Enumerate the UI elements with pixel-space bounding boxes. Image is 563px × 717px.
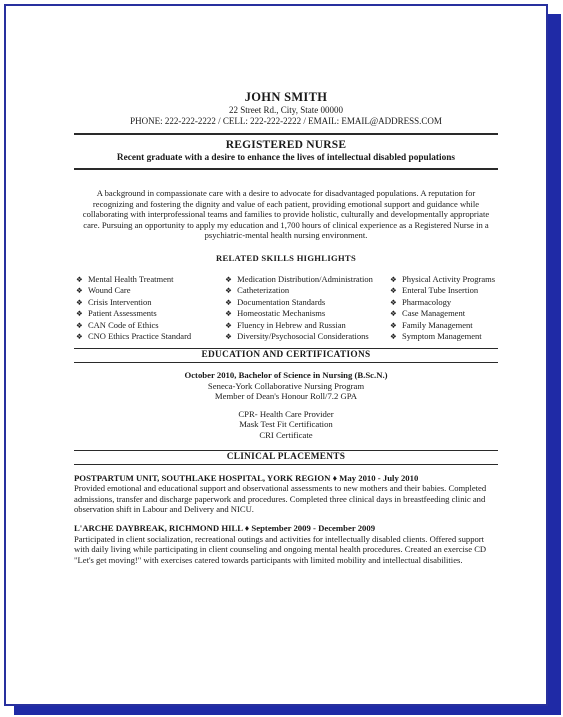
skill-label: CAN Code of Ethics: [88, 319, 159, 330]
diamond-bullet-icon: ❖: [225, 320, 232, 330]
skill-item: [225, 285, 390, 297]
diamond-bullet-icon: ❖: [76, 309, 83, 319]
diamond-bullet-icon: ❖: [76, 297, 83, 307]
skill-label: CNO Ethics Practice Standard: [88, 331, 192, 342]
diamond-bullet-icon: ❖: [76, 332, 83, 342]
placement-description: Participated in client socialization, recreational outings and activities for intellectually disabled clients. Offered support with daily living while participating in client counseling and ongoing mental health procedures. Created an exercise CD "Let's get moving!" with exercises catered towards participants with limited mobility and intellectual disabilities.: [74, 533, 487, 565]
role-title: REGISTERED NURSE: [225, 139, 347, 151]
diamond-bullet-icon: ❖: [225, 297, 232, 307]
diamond-bullet-icon: ❖: [76, 286, 83, 296]
diamond-bullet-icon: ❖: [225, 332, 232, 342]
placement-entry: [74, 523, 498, 565]
skill-label: Crisis Intervention: [88, 296, 152, 307]
placement-description: Provided emotional and educational support and observational assessments to new mothers and their babies. Completed admissions, transfer and discharge paperwork and procedures. Completed three clinical days in breastfeeding clinic and observation shift in Labour and Delivery and NICU.: [74, 483, 487, 515]
skill-label: Fluency in Hebrew and Russian: [237, 319, 346, 330]
diamond-bullet-icon: ❖: [76, 274, 83, 284]
diamond-bullet-icon: ❖: [225, 309, 232, 319]
education-heading: EDUCATION AND CERTIFICATIONS: [74, 348, 498, 363]
resume-content: [74, 88, 498, 565]
diamond-bullet-icon: ❖: [390, 309, 397, 319]
certification-item: Mask Test Fit Certification: [239, 419, 333, 430]
skill-item: [76, 285, 225, 297]
skills-column-3: [390, 274, 498, 344]
skill-label: Family Management: [402, 319, 473, 330]
role-subtitle: Recent graduate with a desire to enhance the lives of intellectual disabled populations: [116, 153, 456, 163]
skill-item: [390, 274, 498, 286]
certification-item: CRI Certificate: [259, 430, 313, 441]
certification-item: CPR- Health Care Provider: [238, 408, 334, 419]
skill-item: [225, 297, 390, 309]
skill-label: Diversity/Psychosocial Considerations: [237, 331, 369, 342]
candidate-contact: PHONE: 222-222-2222 / CELL: 222-222-2222 / EMAIL: EMAIL@ADDRESS.COM: [130, 116, 442, 126]
skill-item: [76, 297, 225, 309]
diamond-bullet-icon: ❖: [390, 286, 397, 296]
honours-line: Member of Dean's Honour Roll/7.2 GPA: [214, 391, 358, 402]
skill-item: [76, 320, 225, 332]
skill-label: Patient Assessments: [88, 308, 157, 319]
skill-item: [390, 285, 498, 297]
diamond-bullet-icon: ❖: [225, 274, 232, 284]
program-line: Seneca-York Collaborative Nursing Program: [207, 380, 365, 391]
skill-item: [76, 274, 225, 286]
skill-item: [390, 320, 498, 332]
skills-grid: [74, 274, 498, 344]
skills-heading: RELATED SKILLS HIGHLIGHTS: [215, 252, 357, 263]
placement-title: POSTPARTUM UNIT, SOUTHLAKE HOSPITAL, YORK REGION ♦ May 2010 - July 2010: [74, 472, 419, 483]
diamond-bullet-icon: ❖: [390, 332, 397, 342]
role-divider: [74, 168, 498, 170]
placement-entry: [74, 473, 498, 515]
skill-item: [225, 331, 390, 343]
diamond-bullet-icon: ❖: [390, 320, 397, 330]
skill-item: [390, 308, 498, 320]
education-block: [74, 370, 498, 402]
skill-item: [225, 308, 390, 320]
candidate-name: JOHN SMITH: [244, 90, 328, 104]
skill-label: Mental Health Treatment: [88, 273, 174, 284]
skill-item: [76, 308, 225, 320]
skill-item: [390, 331, 498, 343]
skill-label: Case Management: [402, 308, 466, 319]
degree-line: October 2010, Bachelor of Science in Nursing (B.Sc.N.): [184, 370, 388, 381]
diamond-bullet-icon: ❖: [390, 297, 397, 307]
skill-item: [225, 320, 390, 332]
skill-label: Documentation Standards: [237, 296, 326, 307]
placements-heading: CLINICAL PLACEMENTS: [74, 450, 498, 465]
professional-summary: A background in compassionate care with a desire to advocate for disadvantaged populations. A reputation for recognizing and fostering the dignity and value of each patient, providing emotional support and guidance while collaborating with interprofessional teams and families to provide holistic, culturally and developmentally appropriate care. Pursuing an opportunity to apply my education and 1,700 hours of clinical experience as a Registered Nurse in a psychiatric-mental health nursing environment.: [82, 188, 490, 240]
skill-item: [390, 297, 498, 309]
skill-item: [225, 274, 390, 286]
diamond-bullet-icon: ❖: [76, 320, 83, 330]
skill-label: Symptom Management: [402, 331, 482, 342]
header-divider: [74, 133, 498, 135]
certifications-block: [74, 409, 498, 441]
skills-column-1: [76, 274, 225, 344]
skill-label: Homeostatic Mechanisms: [237, 308, 326, 319]
diamond-bullet-icon: ❖: [225, 286, 232, 296]
skills-column-2: [225, 274, 390, 344]
skill-label: Medication Distribution/Administration: [237, 273, 373, 284]
diamond-bullet-icon: ❖: [390, 274, 397, 284]
placement-title: L'ARCHE DAYBREAK, RICHMOND HILL ♦ September 2009 - December 2009: [74, 523, 376, 533]
skill-item: [76, 331, 225, 343]
skill-label: Catheterization: [237, 285, 290, 296]
candidate-address: 22 Street Rd., City, State 00000: [229, 105, 343, 115]
skill-label: Enteral Tube Insertion: [402, 285, 479, 296]
skill-label: Physical Activity Programs: [402, 273, 496, 284]
skill-label: Pharmacology: [402, 296, 452, 307]
skill-label: Wound Care: [88, 285, 131, 296]
